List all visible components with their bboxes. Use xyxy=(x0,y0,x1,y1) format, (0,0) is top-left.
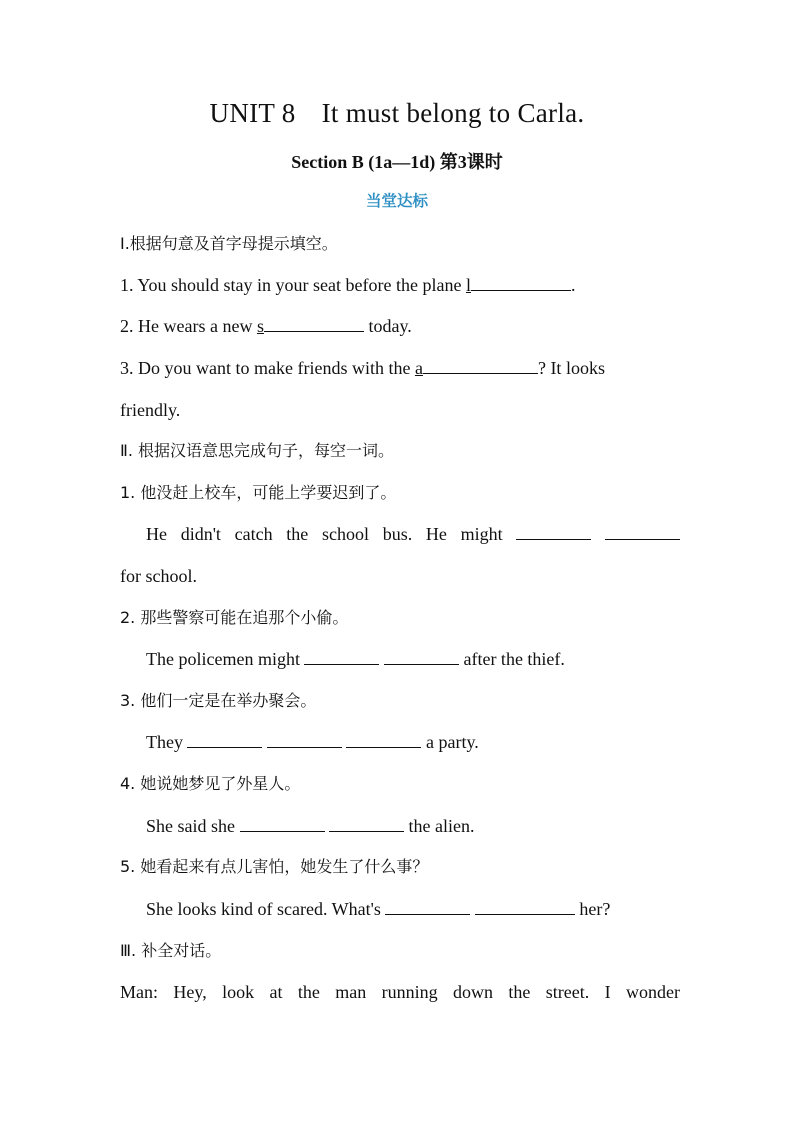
unit-title: It must belong to Carla. xyxy=(321,98,585,128)
answer-blank[interactable] xyxy=(475,897,575,915)
answer-blank[interactable] xyxy=(304,647,379,665)
answer-blank[interactable] xyxy=(385,897,470,915)
part3-heading: Ⅲ. 补全对话。 xyxy=(120,941,222,960)
part2-item-2-cn: 2. 那些警察可能在追那个小偷。 xyxy=(120,608,349,627)
answer-blank[interactable] xyxy=(384,647,459,665)
answer-blank[interactable]: l xyxy=(466,275,571,295)
part2-item-2-en: The policemen might after the thief. xyxy=(146,649,565,669)
part1-item-1: 1. You should stay in your seat before the plane l . xyxy=(120,275,576,295)
answer-blank[interactable] xyxy=(605,522,680,540)
part2-item-5-cn: 5. 她看起来有点儿害怕，她发生了什么事？ xyxy=(120,857,429,876)
part1-item-2: 2. He wears a new s today. xyxy=(120,316,412,336)
part3-dialogue-line: Man: Hey, look at the man running down the street. I wonder xyxy=(120,982,680,1002)
part2-item-3-en: They a party. xyxy=(146,732,479,752)
part2-item-4-en: She said she the alien. xyxy=(146,816,475,836)
answer-blank[interactable] xyxy=(267,730,342,748)
section-label: 当堂达标 xyxy=(365,192,428,210)
part2-item-1-cn: 1. 他没赶上校车，可能上学要迟到了。 xyxy=(120,483,397,502)
part1-item-3: 3. Do you want to make friends with the a ? It looks xyxy=(120,358,605,378)
answer-blank[interactable] xyxy=(346,730,421,748)
answer-blank[interactable] xyxy=(329,814,404,832)
part2-item-1-en: He didn't catch the school bus. He might xyxy=(146,522,680,546)
answer-blank[interactable] xyxy=(187,730,262,748)
page-title xyxy=(0,98,794,129)
part1-item-3-cont: friendly. xyxy=(120,400,181,420)
section-subtitle: Section B (1a—1d) 第3课时 xyxy=(291,152,503,172)
part2-heading: Ⅱ. 根据汉语意思完成句子，每空一词。 xyxy=(120,441,395,460)
part2-item-5-en: She looks kind of scared. What's her? xyxy=(146,899,611,919)
answer-blank[interactable]: s xyxy=(257,316,364,336)
answer-blank[interactable] xyxy=(516,522,591,540)
answer-blank[interactable]: a xyxy=(415,358,538,378)
answer-blank[interactable] xyxy=(240,814,325,832)
part1-heading: Ⅰ.根据句意及首字母提示填空。 xyxy=(120,234,338,253)
part2-item-4-cn: 4. 她说她梦见了外星人。 xyxy=(120,774,301,793)
unit-number: UNIT 8 xyxy=(209,98,296,128)
part2-item-3-cn: 3. 他们一定是在举办聚会。 xyxy=(120,691,317,710)
part2-item-1-cont: for school. xyxy=(120,566,197,586)
